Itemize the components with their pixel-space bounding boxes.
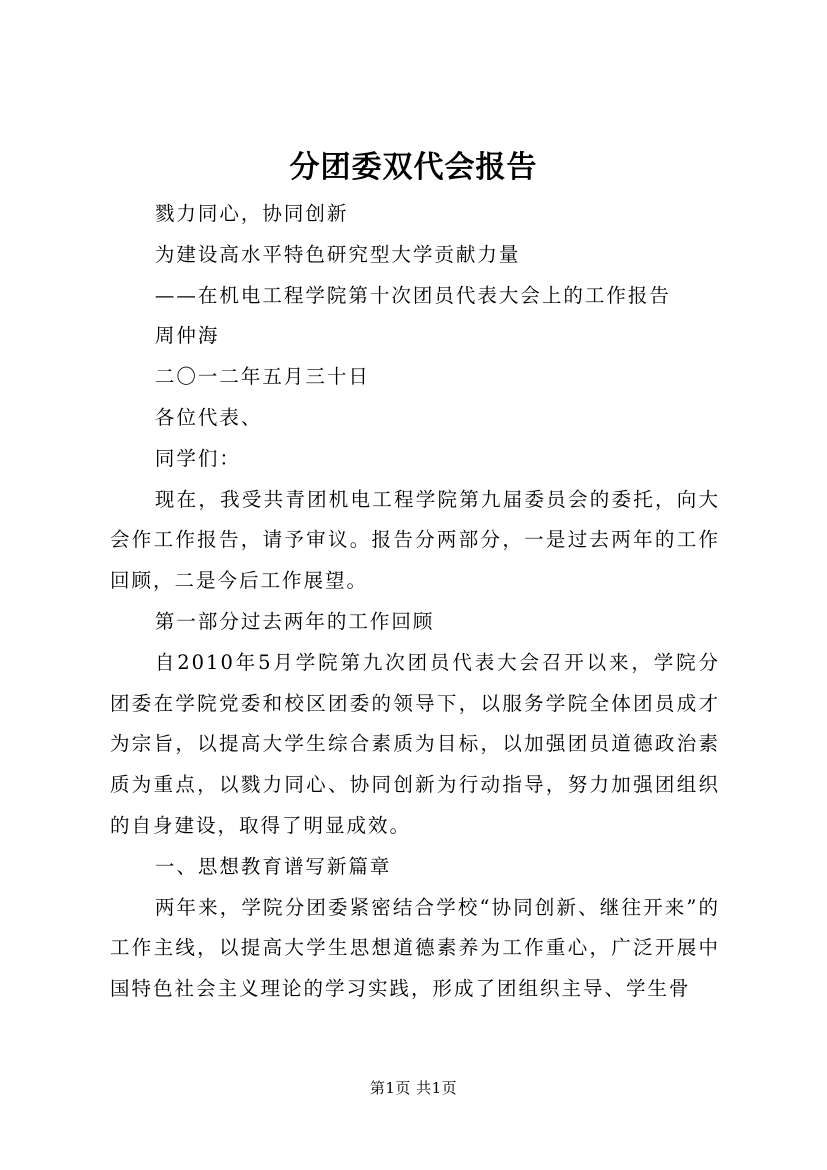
subtitle-line-3: ——在机电工程学院第十次团员代表大会上的工作报告: [154, 283, 671, 307]
salutation-line-2: 同学们：: [154, 446, 241, 470]
salutation-line-1: 各位代表、: [154, 405, 263, 429]
report-date: 二〇一二年五月三十日: [154, 365, 370, 389]
page-footer: 第1页 共1页: [369, 1079, 458, 1097]
body-paragraph: 自2010年5月学院第九次团员代表大会召开以来，学院分团委在学院党委和校区团委的领导下，以服务学院全体团员成才为宗旨，以提高大学生综合素质为目标，以加强团员道德政治素质为重点，以戮力同心、协同创新为行动指导，努力加强团组织的自身建设，取得了明显成效。: [110, 650, 720, 837]
body-paragraph: 两年来，学院分团委紧密结合学校“协同创新、继往开来”的工作主线，以提高大学生思想道德素养为工作重心，广泛开展中国特色社会主义理论的学习实践，形成了团组织主导、学生骨: [110, 895, 720, 1001]
author-name: 周仲海: [154, 324, 220, 348]
document-body: [110, 194, 720, 1010]
subsection-heading: 一、思想教育谱写新篇章: [154, 854, 392, 878]
document-title: 分团委双代会报告: [289, 150, 538, 185]
section-heading: 第一部分过去两年的工作回顾: [154, 609, 435, 633]
subtitle-line-1: 戮力同心，协同创新: [154, 202, 349, 225]
body-paragraph: 现在，我受共青团机电工程学院第九届委员会的委托，向大会作工作报告，请予审议。报告分两部分，一是过去两年的工作回顾，二是今后工作展望。: [110, 487, 720, 593]
subtitle-line-2: 为建设高水平特色研究型大学贡献力量: [154, 242, 521, 266]
